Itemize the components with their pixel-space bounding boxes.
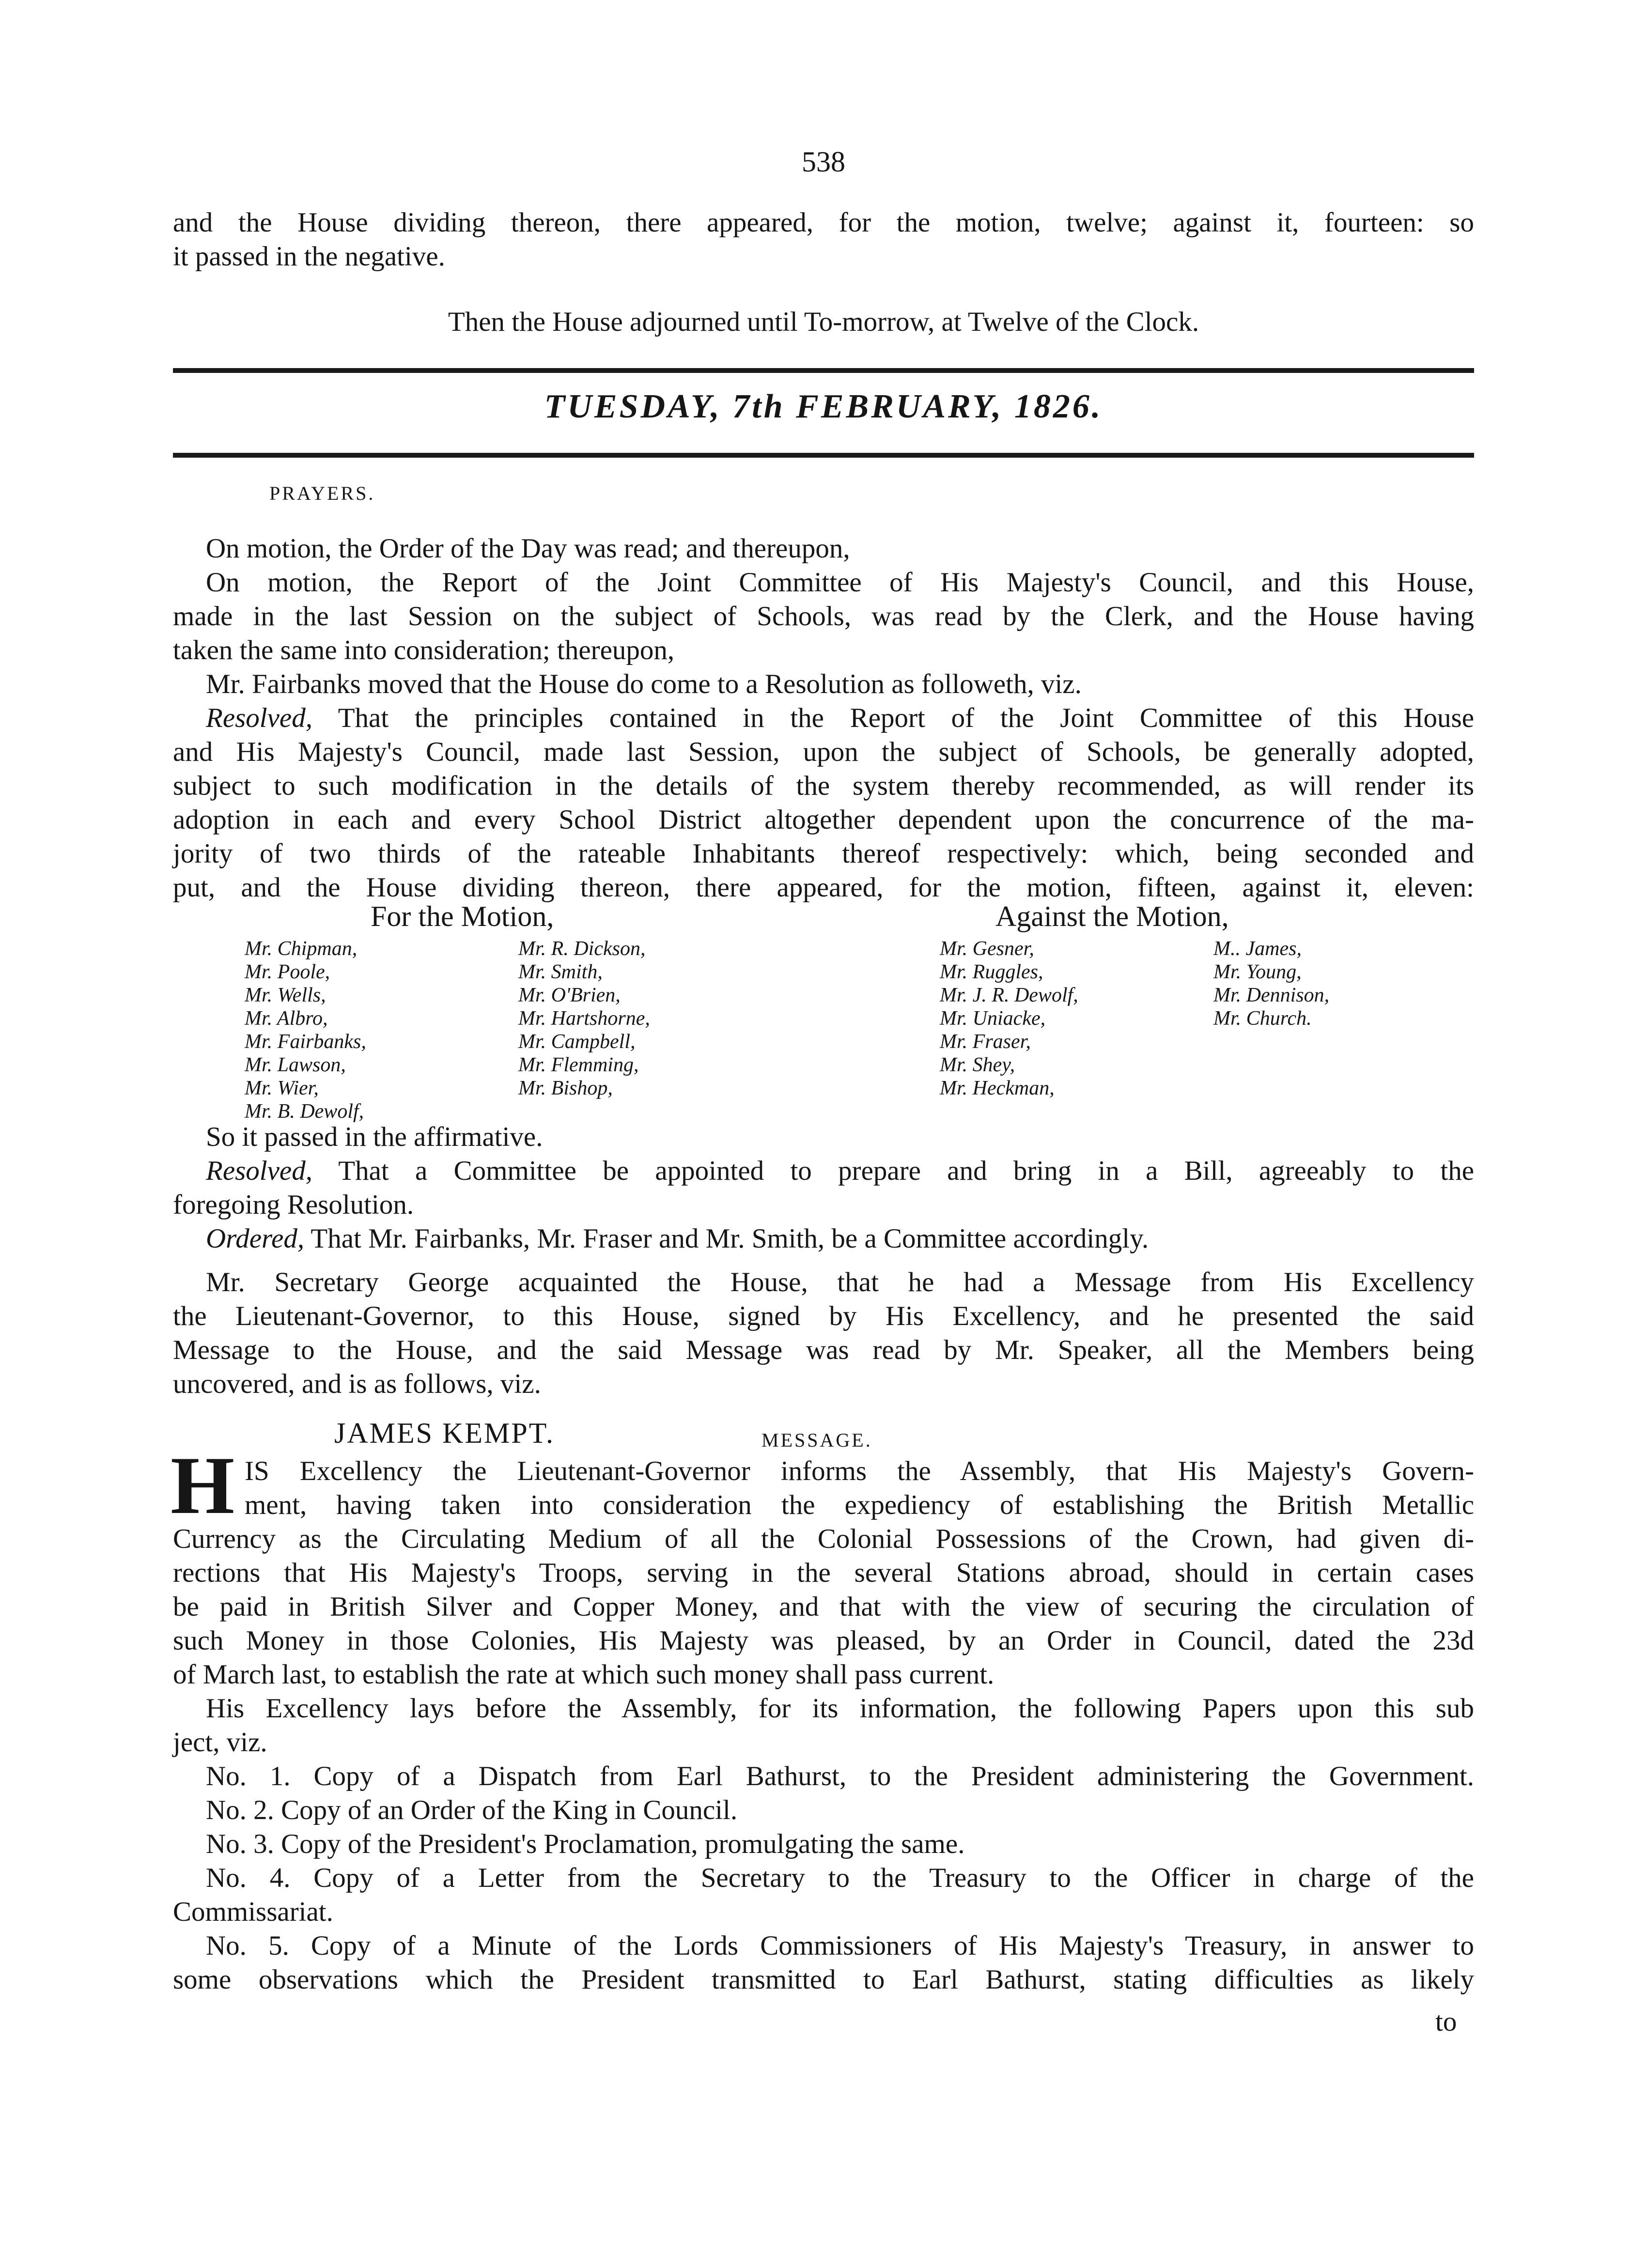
paper-item: No. 1. Copy of a Dispatch from Earl Bathurst, to the President administering the Government. (206, 1761, 1474, 1791)
resolution-text: That a Committee be appointed to prepare and bring in a Bill, agreeably to the (338, 1156, 1474, 1186)
paper-item: No. 2. Copy of an Order of the King in Council. (206, 1795, 738, 1825)
heading-rule-bottom (173, 453, 1474, 458)
catchword: to (1435, 2006, 1457, 2037)
member-name: Mr. Wells, (245, 984, 326, 1006)
body-line: His Excellency lays before the Assembly, for its information, the following Papers upon this sub (206, 1693, 1474, 1724)
body-line: put, and the House dividing thereon, there appeared, for the motion, fifteen, against it, eleven: (173, 872, 1474, 903)
against-list-column-1 (940, 937, 1255, 1100)
resolved-keyword: Resolved, (206, 1156, 312, 1186)
against-motion-heading: Against the Motion, (995, 900, 1229, 932)
member-name: Mr. Poole, (245, 961, 330, 983)
body-line: the Lieutenant-Governor, to this House, signed by His Excellency, and he presented the said (173, 1301, 1474, 1331)
body-line: foregoing Resolution. (173, 1189, 414, 1220)
heading-rule-top (173, 368, 1474, 373)
body-line: ment, having taken into consideration the expediency of establishing the British Metallic (245, 1490, 1474, 1520)
member-name: Mr. O'Brien, (518, 984, 621, 1006)
member-name: Mr. Young, (1213, 961, 1302, 983)
ordered-line (206, 1222, 1149, 1256)
body-line: such Money in those Colonies, His Majesty was pleased, by an Order in Council, dated the 23d (173, 1625, 1474, 1656)
ordered-keyword: Ordered, (206, 1223, 305, 1254)
member-name: Mr. R. Dickson, (518, 938, 646, 960)
paper-item: No. 4. Copy of a Letter from the Secretary to the Treasury to the Officer in charge of the (206, 1863, 1474, 1893)
member-name: Mr. Fraser, (940, 1031, 1031, 1053)
member-name: M.. James, (1213, 938, 1302, 960)
member-name: Mr. Lawson, (245, 1054, 346, 1076)
body-line: jority of two thirds of the rateable Inhabitants thereof respectively: which, being seconded and (173, 838, 1474, 869)
message-signature: JAMES KEMPT. (334, 1417, 555, 1449)
page-number: 538 (802, 146, 845, 178)
member-name: Mr. B. Dewolf, (245, 1100, 364, 1123)
for-list-column-1 (245, 937, 559, 1123)
body-line: subject to such modification in the details of the system thereby recommended, as will render its (173, 771, 1474, 801)
body-line: ject, viz. (173, 1727, 267, 1758)
member-name: Mr. Ruggles, (940, 961, 1043, 983)
paper-item: No. 5. Copy of a Minute of the Lords Commissioners of His Majesty's Treasury, in answer to (206, 1930, 1474, 1961)
body-line: uncovered, and is as follows, viz. (173, 1369, 541, 1399)
body-line: made in the last Session on the subject of Schools, was read by the Clerk, and the House having (173, 601, 1474, 632)
member-name: Mr. Heckman, (940, 1077, 1055, 1099)
body-line: be paid in British Silver and Copper Money, and that with the view of securing the circulation of (173, 1591, 1474, 1622)
member-name: Mr. Albro, (245, 1007, 328, 1030)
adjournment-line: Then the House adjourned until To-morrow, at Twelve of the Clock. (448, 307, 1199, 337)
prayers-heading: PRAYERS. (269, 482, 375, 504)
resolution-text: That the principles contained in the Report of the Joint Committee of this House (338, 703, 1474, 733)
resolution-line (206, 701, 1474, 735)
body-line: On motion, the Order of the Day was read; and thereupon, (206, 533, 850, 564)
member-name: Mr. Chipman, (245, 938, 357, 960)
body-line: Mr. Secretary George acquainted the House, that he had a Message from His Excellency (206, 1267, 1474, 1297)
member-name: Mr. Wier, (245, 1077, 319, 1099)
body-line: Message to the House, and the said Message was read by Mr. Speaker, all the Members being (173, 1335, 1474, 1365)
body-line: Mr. Fairbanks moved that the House do come to a Resolution as followeth, viz. (206, 669, 1082, 699)
member-name: Mr. Bishop, (518, 1077, 613, 1099)
body-line: Currency as the Circulating Medium of all the Colonial Possessions of the Crown, had given di- (173, 1524, 1474, 1554)
member-name: Mr. Uniacke, (940, 1007, 1046, 1030)
for-list-column-2 (518, 937, 833, 1100)
member-name: Mr. Gesner, (940, 938, 1034, 960)
resolved-keyword: Resolved, (206, 703, 312, 733)
paper-item: No. 3. Copy of the President's Proclamation, promulgating the same. (206, 1829, 965, 1859)
body-line: So it passed in the affirmative. (206, 1122, 543, 1152)
for-motion-heading: For the Motion, (371, 900, 554, 932)
body-line: it passed in the negative. (173, 241, 445, 272)
body-line: of March last, to establish the rate at which such money shall pass current. (173, 1659, 994, 1690)
drop-cap: H (171, 1440, 235, 1531)
body-line: IS Excellency the Lieutenant-Governor informs the Assembly, that His Majesty's Govern- (245, 1456, 1474, 1486)
member-name: Mr. Flemming, (518, 1054, 639, 1076)
paper-item-continuation: some observations which the President transmitted to Earl Bathurst, stating difficulties as likely (173, 1964, 1474, 1995)
body-line: adoption in each and every School District altogether dependent upon the concurrence of the ma- (173, 804, 1474, 835)
member-name: Mr. Campbell, (518, 1031, 636, 1053)
date-heading: TUESDAY, 7th FEBRUARY, 1826. (544, 388, 1103, 425)
body-line: rections that His Majesty's Troops, serving in the several Stations abroad, should in certain cases (173, 1558, 1474, 1588)
resolution-line (206, 1154, 1474, 1188)
member-name: Mr. Church. (1213, 1007, 1312, 1030)
member-name: Mr. Smith, (518, 961, 603, 983)
body-line: On motion, the Report of the Joint Committee of His Majesty's Council, and this House, (206, 567, 1474, 598)
body-line: and His Majesty's Council, made last Session, upon the subject of Schools, be generally adopted, (173, 737, 1474, 767)
paper-item-continuation: Commissariat. (173, 1897, 333, 1927)
member-name: Mr. Fairbanks, (245, 1031, 366, 1053)
message-title: MESSAGE. (761, 1429, 872, 1451)
member-name: Mr. Shey, (940, 1054, 1015, 1076)
member-name: Mr. Dennison, (1213, 984, 1330, 1006)
ordered-text: That Mr. Fairbanks, Mr. Fraser and Mr. Smith, be a Committee accordingly. (311, 1223, 1149, 1254)
against-list-column-2 (1213, 937, 1528, 1030)
member-name: Mr. Hartshorne, (518, 1007, 650, 1030)
body-line: taken the same into consideration; thereupon, (173, 635, 675, 665)
body-line: and the House dividing thereon, there appeared, for the motion, twelve; against it, fourteen: so (173, 207, 1474, 238)
member-name: Mr. J. R. Dewolf, (940, 984, 1078, 1006)
